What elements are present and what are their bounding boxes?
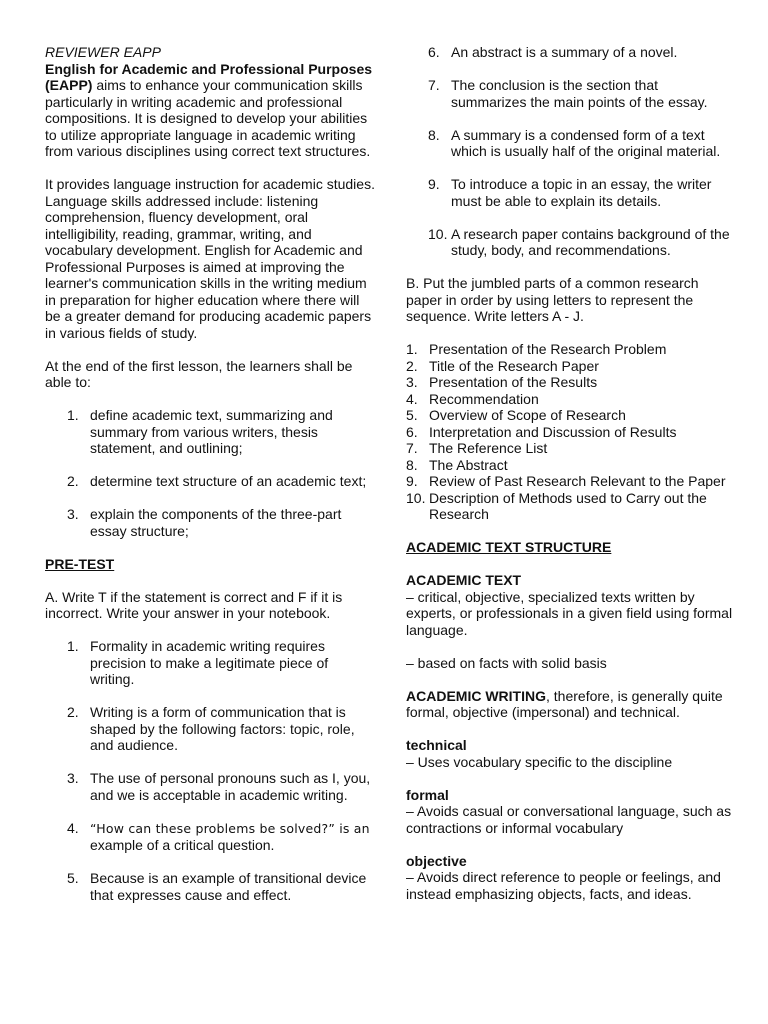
academic-text-heading: ACADEMIC TEXT xyxy=(406,572,522,588)
item-number: 7. xyxy=(406,440,418,456)
jumbled-parts-list xyxy=(406,341,734,523)
objectives-list xyxy=(45,407,375,539)
item-text: example of a critical question. xyxy=(90,837,275,853)
item-number: 1. xyxy=(406,341,418,357)
item-text: The use of personal pronouns such as I, you, and we is acceptable in academic writing. xyxy=(90,770,371,803)
list-item xyxy=(406,176,734,209)
list-item xyxy=(406,457,734,474)
list-item xyxy=(45,506,375,539)
item-text: A research paper contains background of the study, body, and recommendations. xyxy=(451,225,730,258)
item-text: define academic text, summarizing and summary from various writers, thesis statement, and outlining; xyxy=(90,407,333,456)
item-number: 1. xyxy=(67,407,79,423)
left-column xyxy=(45,44,375,920)
pretest-heading: PRE-TEST xyxy=(45,555,115,572)
structure-heading: ACADEMIC TEXT STRUCTURE xyxy=(406,539,612,555)
list-item xyxy=(406,127,734,160)
questions-list-right xyxy=(406,44,734,259)
item-number: 5. xyxy=(67,870,79,886)
list-item xyxy=(406,358,734,375)
questions-list-left xyxy=(45,638,375,903)
item-number: 2. xyxy=(406,357,418,374)
item-text: Interpretation and Discussion of Results xyxy=(429,423,677,440)
language-paragraph: It provides language instruction for academic studies. Language skills addressed include: listening comprehension, fluency development, oral intelligibility, reading, grammar, writing, and vocabulary development. English for Academic and Professional Purposes is aimed at improving the learner's communication skills in the writing medium in preparation for higher education where there will be a greater demand for producing academic papers in various fields of study. xyxy=(45,176,375,341)
objectives-intro: At the end of the first lesson, the learners shall be able to: xyxy=(45,357,353,390)
academic-text-basis: – based on facts with solid basis xyxy=(406,654,607,671)
instruction-b: B. Put the jumbled parts of a common research paper in order by using letters to represent the sequence. Write letters A - J. xyxy=(406,275,699,324)
item-text: Presentation of the Research Problem xyxy=(429,341,667,357)
item-text: Title of the Research Paper xyxy=(429,357,599,374)
instruction-a: A. Write T if the statement is correct and F if it is incorrect. Write your answer in your notebook. xyxy=(45,588,343,621)
academic-writing-bold: ACADEMIC WRITING xyxy=(406,687,546,704)
item-text: Description of Methods used to Carry out the Research xyxy=(429,489,707,522)
item-number: 8. xyxy=(428,126,440,143)
item-number: 8. xyxy=(406,456,418,473)
item-number: 9. xyxy=(428,176,440,192)
academic-writing-paragraph xyxy=(406,688,734,721)
list-item xyxy=(45,638,375,688)
item-text: Because is an example of transitional device that expresses cause and effect. xyxy=(90,870,367,903)
list-item xyxy=(406,391,734,408)
list-item xyxy=(406,226,734,259)
item-text-quote: “How can these problems be solved?” is an xyxy=(90,820,370,836)
list-item xyxy=(45,820,375,854)
technical-heading: technical xyxy=(406,737,467,753)
reviewer-title: REVIEWER EAPP xyxy=(45,44,161,60)
item-text: determine text structure of an academic text; xyxy=(90,473,367,489)
intro-paragraph xyxy=(45,61,375,160)
item-text: The Abstract xyxy=(429,456,508,473)
list-item xyxy=(45,870,375,903)
item-number: 1. xyxy=(67,638,79,654)
academic-text-definition: – critical, objective, specialized texts written by experts, or professionals in a given field using formal language. xyxy=(406,588,733,638)
item-number: 3. xyxy=(406,374,418,390)
item-number: 6. xyxy=(428,44,440,60)
item-text: Formality in academic writing requires precision to make a legitimate piece of writing. xyxy=(90,638,329,687)
item-number: 5. xyxy=(406,407,418,423)
list-item xyxy=(45,407,375,457)
list-item xyxy=(406,407,734,424)
item-text: To introduce a topic in an essay, the writer must be able to explain its details. xyxy=(451,176,712,209)
technical-definition: – Uses vocabulary specific to the discipline xyxy=(406,753,673,770)
formal-heading: formal xyxy=(406,786,449,803)
list-item xyxy=(45,704,375,754)
item-text: Presentation of the Results xyxy=(429,374,598,390)
list-item xyxy=(406,440,734,457)
objective-definition: – Avoids direct reference to people or feelings, and instead emphasizing objects, facts, and ideas. xyxy=(406,869,721,902)
item-text: The Reference List xyxy=(429,440,548,456)
item-text: The conclusion is the section that summarizes the main points of the essay. xyxy=(451,77,708,110)
item-number: 4. xyxy=(406,390,418,407)
item-number: 7. xyxy=(428,77,440,93)
item-number: 4. xyxy=(67,819,79,836)
formal-definition: – Avoids casual or conversational language, such as contractions or informal vocabulary xyxy=(406,803,732,836)
list-item xyxy=(406,44,734,61)
list-item xyxy=(406,424,734,441)
list-item xyxy=(406,341,734,358)
list-item xyxy=(406,374,734,391)
item-text: Writing is a form of communication that is shaped by the following factors: topic, role, and audience. xyxy=(90,704,355,753)
academic-writing-rest: , therefore, is generally quite formal, objective (impersonal) and technical. xyxy=(406,687,723,720)
item-number: 10. xyxy=(406,489,426,506)
list-item xyxy=(406,77,734,110)
item-number: 9. xyxy=(406,473,418,489)
list-item xyxy=(45,770,375,803)
intro-rest: aims to enhance your communication skills particularly in writing academic and professional compositions. It is designed to develop your abilities to utilize appropriate language in academic writing from various disciplines using correct text structures. xyxy=(45,77,371,159)
item-number: 6. xyxy=(406,423,418,440)
objective-heading: objective xyxy=(406,852,467,869)
item-number: 2. xyxy=(67,473,79,489)
right-column xyxy=(406,44,734,902)
item-text: Review of Past Research Relevant to the Paper xyxy=(429,473,726,489)
item-text: explain the components of the three-part essay structure; xyxy=(90,506,342,539)
list-item xyxy=(406,490,734,523)
item-text: Recommendation xyxy=(429,390,539,407)
item-text: An abstract is a summary of a novel. xyxy=(451,44,678,60)
item-number: 3. xyxy=(67,506,79,522)
item-number: 2. xyxy=(67,704,79,720)
intro-bold: English for Academic and Professional Purposes (EAPP) xyxy=(45,60,373,93)
list-item xyxy=(45,473,375,490)
item-text: A summary is a condensed form of a text which is usually half of the original material. xyxy=(451,126,721,159)
item-text: Overview of Scope of Research xyxy=(429,407,626,423)
list-item xyxy=(406,473,734,490)
item-number: 3. xyxy=(67,770,79,786)
item-number: 10. xyxy=(428,225,448,242)
